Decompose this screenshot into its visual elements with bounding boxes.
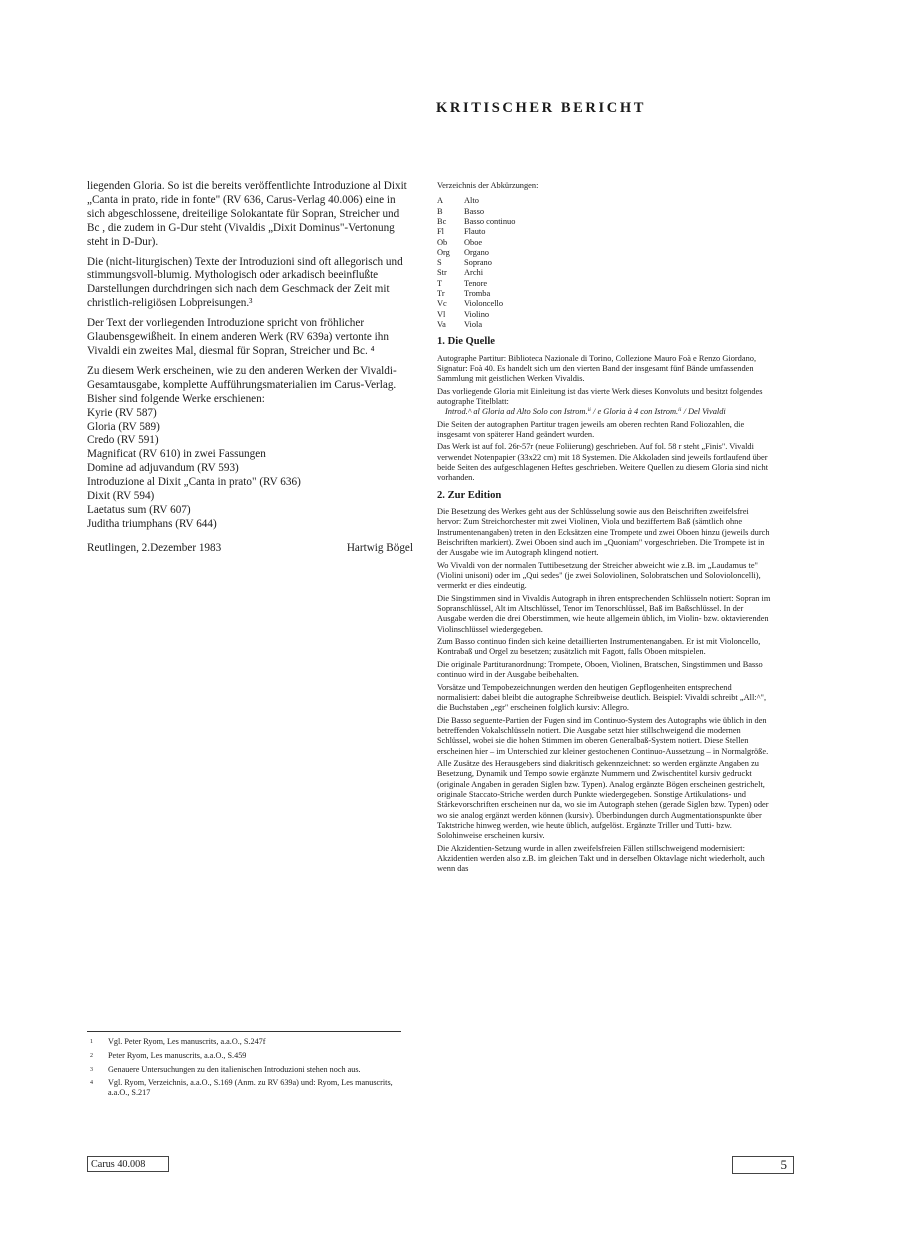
paragraph: Das Werk ist auf fol. 26r-57r (neue Foliierung) geschrieben. Auf fol. 58 r steht „Finis". Vivaldi verwendet Notenpapier (33x22 cm) mit 18 Systemen. Die Akkoladen sind jeweils fortlaufend über beide Seiten des aufgeschlagenen Heftes geschrieben. Weitere Quellen zu diesem Gloria sind nicht vorhanden. — [437, 442, 769, 483]
section-heading: 2. Zur Edition — [437, 489, 502, 501]
footnote-text: Vgl. Peter Ryom, Les manuscrits, a.a.O., S.247f — [108, 1037, 266, 1046]
works-list-item: Magnificat (RV 610) in zwei Fassungen — [87, 448, 266, 461]
abbreviation-key: Vc — [437, 299, 447, 309]
paragraph: Autographe Partitur: Biblioteca Nazionale di Torino, Collezione Mauro Foà e Renzo Giordano, Signatur: Foà 40. Es handelt sich um den vierten Band der insgesamt fünf Bände umfassenden Sammlung mit geistlichen Werken Vivaldis. — [437, 353, 757, 384]
abbreviation-key: Str — [437, 268, 447, 278]
abbreviation-row — [437, 196, 771, 206]
autograph-title-quote: Introd.^ al Gloria ad Alto Solo con Istrom.ⁱⁱ / e Gloria à 4 con Istrom.ⁱⁱ / Del Vivaldi — [445, 407, 726, 417]
page-title: KRITISCHER BERICHT — [436, 100, 646, 116]
right-column — [437, 181, 771, 877]
abbreviation-value: Flauto — [464, 227, 486, 237]
footnote-text: Genauere Untersuchungen zu den italienischen Introduzioni stehen noch aus. — [108, 1064, 361, 1074]
paragraph: Die Seiten der autographen Partitur tragen jeweils am oberen rechten Rand Foliozahlen, die insgesamt von späterer Hand geändert wurden. — [437, 419, 745, 439]
abbreviation-key: Vl — [437, 309, 446, 319]
signoff — [87, 542, 413, 556]
abbreviation-row — [437, 289, 771, 299]
abbreviation-key: Va — [437, 319, 446, 329]
abbreviation-value: Tromba — [464, 289, 491, 299]
paragraph: Die Akzidentien-Setzung wurde in allen zweifelsfreien Fällen stillschweigend modernisiert: Akzidentien werden also z.B. im gleichen Takt und in derselben Oktavlage nicht wiederholt, auch wenn das — [437, 843, 765, 874]
abbreviation-value: Viola — [464, 319, 483, 329]
paragraph: Das vorliegende Gloria mit Einleitung ist das vierte Werk dieses Konvoluts und besitzt folgendes autographe Titelblatt: — [437, 386, 763, 406]
works-list-item: Laetatus sum (RV 607) — [87, 503, 191, 516]
paragraph: liegenden Gloria. So ist die bereits veröffentlichte Introduzione al Dixit „Canta in prato, ride in fonte" (RV 636, Carus-Verlag 40.006) eine in sich abgeschlossene, dreiteilige Solokantate für Sopran, Streicher und Bc , die zudem in G-Dur steht (Vivaldis „Dixit Dominus"-Vertonung steht in D-Dur). — [87, 180, 407, 248]
abbreviation-row — [437, 227, 771, 237]
footnote-divider — [87, 1031, 401, 1032]
works-list-item: Credo (RV 591) — [87, 434, 159, 447]
abbreviation-key: Org — [437, 247, 450, 257]
abbreviation-key: Bc — [437, 216, 447, 226]
abbreviation-key: A — [437, 196, 444, 206]
abbreviation-key: Fl — [437, 227, 444, 237]
paragraph: Die Basso seguente-Partien der Fugen sind im Continuo-System des Autographs wie üblich in den betreffenden Vokalschlüsseln notiert. Die Ausgabe setzt hier stillschweigend die modernen Schlüssel, wobei sie die hohen Stimmen im oberen Generalbaß-System notiert. Diese Stellen erscheinen hier – im Unterschied zur kleiner gestochenen Continuo-Aussetzung – in Normalgröße. — [437, 715, 769, 756]
paragraph: Die Singstimmen sind in Vivaldis Autograph in ihren entsprechenden Schlüsseln notiert: Sopran im Sopranschlüssel, Alt im Altschlüssel, Tenor im Tenorschlüssel, Baß im Baßschlüssel. In der Ausgabe werden die drei Oberstimmen, wie heute allgemein üblich, im Violin- bzw. oktavierenden Violinschlüssel wiedergegeben. — [437, 593, 771, 634]
abbreviation-row — [437, 207, 771, 217]
works-list-item: Dixit (RV 594) — [87, 490, 155, 503]
paragraph: Alle Zusätze des Herausgebers sind diakritisch gekennzeichnet: so werden ergänzte Angaben zu Besetzung, Dynamik und Tempo sowie ergänzte Nummern und Zwischentitel kursiv gedruckt (originale Angaben in geraden Siglen bzw. Typen). Analog ergänzte Bögen erscheinen gestrichelt, originale Staccato-Striche werden durch Punkte wiedergegeben. Sonstige Artikulations- und Stärkevorschriften erscheinen nur da, wo sie im Autograph stehen (gerade Siglen bzw. Typen) oder wo sie analog ergänzt werden können (kursiv). Überbindungen durch Augmentationspunkte über Taktstriche hinweg werden, wie heute üblich, aufgelöst. Ergänzte Triller und Tutti- bzw. Solohinweise erscheinen kursiv. — [437, 758, 769, 841]
paragraph: Die Besetzung des Werkes geht aus der Schlüsselung sowie aus den Beischriften zweifelsfrei hervor: Zum Streichorchester mit zwei Violinen, Viola und beziffertem Baß (sämtlich ohne Instrumentenangaben) treten in den Ecksätzen eine Trompete und zwei Oboen hinzu (jeweils durch Beischriften markiert). Zwei Oboen sind auch im „Quoniam" vorgeschrieben. Die Trompete ist in der Ausgabe wie im Autograph klingend notiert. — [437, 507, 770, 558]
abbreviation-value: Violino — [464, 309, 490, 319]
abbreviation-value: Oboe — [464, 237, 483, 247]
footnote — [90, 1037, 402, 1048]
abbreviation-row — [437, 299, 771, 309]
abbreviation-value: Organo — [464, 247, 489, 257]
abbreviations-title: Verzeichnis der Abkürzungen: — [437, 181, 539, 190]
footnote — [90, 1078, 402, 1098]
abbreviation-value: Basso — [464, 206, 485, 216]
footnote-mark: 4 — [90, 1080, 93, 1087]
footnote-mark: 3 — [90, 1066, 93, 1073]
abbreviation-row — [437, 279, 771, 289]
footnote-mark: 2 — [90, 1052, 93, 1059]
works-list-item: Kyrie (RV 587) — [87, 406, 157, 419]
abbreviation-row — [437, 320, 771, 330]
page-number: 5 — [732, 1156, 794, 1174]
footnotes — [90, 1037, 402, 1101]
works-list-item: Introduzione al Dixit „Canta in prato" (RV 636) — [87, 476, 301, 489]
footnote — [90, 1051, 402, 1062]
abbreviation-row — [437, 238, 771, 248]
abbreviation-value: Archi — [464, 268, 484, 278]
left-column — [87, 180, 413, 556]
abbreviation-row — [437, 258, 771, 268]
abbreviations-list — [437, 196, 771, 330]
abbreviation-key: Ob — [437, 237, 448, 247]
works-list-item: Domine ad adjuvandum (RV 593) — [87, 462, 239, 475]
works-list — [87, 407, 413, 532]
paragraph: Zum Basso continuo finden sich keine detaillierten Instrumentenangaben. Er ist mit Violoncello, Kontrabaß und Orgel zu besetzen; zusätzlich mit Fagott, falls Oboen mitspielen. — [437, 637, 761, 657]
works-list-item: Gloria (RV 589) — [87, 420, 160, 433]
paragraph: Die originale Partituranordnung: Trompete, Oboen, Violinen, Bratschen, Singstimmen und Basso continuo wird in der Ausgabe beibehalten. — [437, 659, 763, 680]
publisher-catalog-label: Carus 40.008 — [87, 1156, 169, 1172]
abbreviation-value: Basso continuo — [464, 216, 516, 226]
abbreviation-value: Tenore — [464, 278, 488, 288]
paragraph: Die (nicht-liturgischen) Texte der Introduzioni sind oft allegorisch und stimmungsvoll-blumig. Mythologisch oder arkadisch beeinflußte Darstellungen durchdringen sich nach dem Geschmack der Zeit mit christlich-religiösen Lobpreisungen.³ — [87, 255, 403, 310]
paragraph: Vorsätze und Tempobezeichnungen werden den heutigen Gepflogenheiten entsprechend normalisiert: dabei bleibt die autographe Schreibweise deutlich. Beispiel: Vivaldi schreibt „All:^", die Buchstaben „egr" erscheinen folglich kursiv: Allegro. — [437, 682, 767, 713]
abbreviation-key: Tr — [437, 289, 445, 299]
paragraph: Zu diesem Werk erscheinen, wie zu den anderen Werken der Vivaldi-Gesamtausgabe, komplette Aufführungsmaterialien im Carus-Verlag. Bisher sind folgende Werke erschienen: — [87, 364, 397, 405]
abbreviation-row — [437, 248, 771, 258]
footnote-text: Vgl. Ryom, Verzeichnis, a.a.O., S.169 (Anm. zu RV 639a) und: Ryom, Les manuscrits, a.a.O., S.217 — [108, 1078, 393, 1098]
abbreviation-key: S — [437, 258, 442, 268]
author: Hartwig Bögel — [346, 541, 413, 554]
abbreviation-row — [437, 217, 771, 227]
place-date: Reutlingen, 2.Dezember 1983 — [87, 541, 222, 554]
footnote — [90, 1065, 402, 1076]
paragraph: Der Text der vorliegenden Introduzione spricht von fröhlicher Glaubensgewißheit. In einem anderen Werk (RV 639a) vertonte ihn Vivaldi ein zweites Mal, diesmal für Sopran, Streicher und Bc. ⁴ — [87, 317, 389, 357]
abbreviation-key: T — [437, 278, 443, 288]
paragraph: Wo Vivaldi von der normalen Tuttibesetzung der Streicher abweicht wie z.B. im „Laudamus te" (Violini unisoni) oder im „Qui sedes" (je zwei Soloviolinen, Solobratschen und Solovioloncelli), vermerkt er dies eindeutig. — [437, 560, 761, 591]
abbreviation-value: Soprano — [464, 258, 492, 268]
footnote-text: Peter Ryom, Les manuscrits, a.a.O., S.459 — [108, 1050, 247, 1060]
footnote-mark: 1 — [90, 1039, 93, 1045]
abbreviation-row — [437, 268, 771, 278]
abbreviation-key: B — [437, 206, 443, 216]
abbreviation-row — [437, 310, 771, 320]
abbreviation-value: Violoncello — [464, 299, 504, 309]
abbreviation-value: Alto — [464, 196, 479, 206]
works-list-item: Juditha triumphans (RV 644) — [87, 517, 217, 530]
section-heading: 1. Die Quelle — [437, 336, 495, 348]
